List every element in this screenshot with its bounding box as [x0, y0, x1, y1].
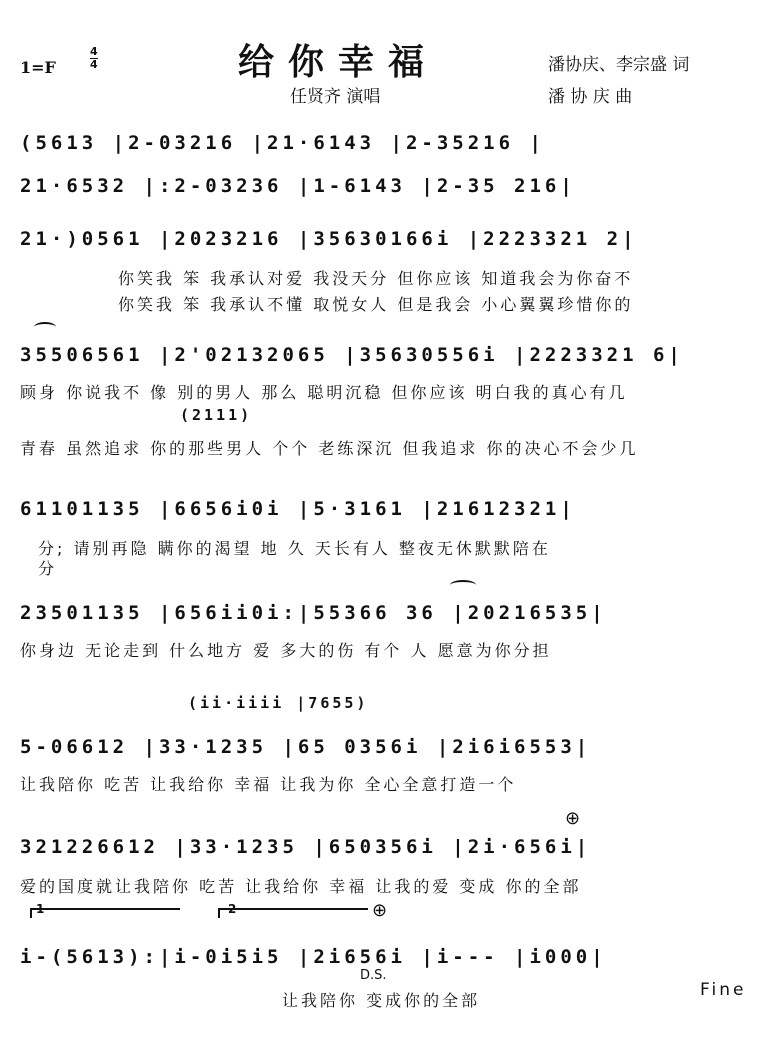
notes: 23501135 |656ii0i:|55366 36 |20216535| — [20, 602, 607, 624]
slur — [450, 580, 476, 590]
staff-line-6 — [20, 602, 756, 632]
staff-line-1 — [20, 132, 756, 162]
notes: (5613 |2-03216 |21·6143 |2-35216 | — [20, 132, 545, 154]
fine-mark: Fine — [700, 980, 747, 1000]
staff-line-5 — [20, 498, 756, 528]
lyrics: 你身边 无论走到 什么地方 爱 多大的伤 有个 人 愿意为你分担 — [20, 641, 552, 660]
time-signature: 4 4 — [90, 45, 98, 71]
staff-line-3 — [20, 228, 756, 258]
lyrics-verse2: 你笑我 笨 我承认不懂 取悦女人 但是我会 小心翼翼珍惜你的 — [118, 295, 634, 314]
volta-1-label: 1 — [36, 902, 45, 916]
volta-2-label: 2 — [228, 902, 237, 916]
notes: 21·6532 |:2-03236 |1-6143 |2-35 216| — [20, 175, 576, 197]
notes: i-(5613):|i-0i5i5 |2i656i |i--- |i000| — [20, 946, 607, 968]
coda-sign: ⊕ — [565, 808, 581, 829]
coda-sign: ⊕ — [372, 900, 388, 921]
slur — [34, 322, 56, 332]
notes: 61101135 |6656i0i |5·3161 |21612321| — [20, 498, 576, 520]
lyrics-extra: 分 — [38, 559, 58, 578]
lyrics: 爱的国度就让我陪你 吃苦 让我给你 幸福 让我的爱 变成 你的全部 — [20, 877, 582, 896]
alt-notes: (ii·iiii |7655) — [188, 694, 369, 712]
staff-line-9 — [20, 946, 756, 976]
lyricist-credit: 潘协庆、李宗盛 词 — [548, 55, 690, 75]
notes: 5-06612 |33·1235 |65 0356i |2i6i6553| — [20, 736, 592, 758]
lyrics: 让我陪你 吃苦 让我给你 幸福 让我为你 全心全意打造一个 — [20, 775, 517, 794]
staff-line-2 — [20, 175, 756, 205]
key-signature: 1=F — [20, 58, 56, 77]
volta-2-line — [218, 908, 368, 910]
singer-credit: 任贤齐 演唱 — [290, 87, 381, 107]
alt-notes: (2111) — [180, 406, 253, 424]
staff-line-7 — [20, 736, 756, 766]
song-title: 给你幸福 — [238, 41, 439, 83]
lyrics: 分; 请别再隐 瞒你的渴望 地 久 天长有人 整夜无休默默陪在 — [38, 539, 551, 558]
volta-1-line — [30, 908, 180, 910]
notes: 321226612 |33·1235 |650356i |2i·656i| — [20, 836, 592, 858]
notes: 21·)0561 |2023216 |35630166i |2223321 2| — [20, 228, 638, 250]
lyrics-verse1: 你笑我 笨 我承认对爱 我没天分 但你应该 知道我会为你奋不 — [118, 269, 634, 288]
ds-mark: D.S. — [360, 968, 387, 983]
composer-credit: 潘 协 庆 曲 — [548, 87, 633, 107]
lyrics-verse2: 青春 虽然追求 你的那些男人 个个 老练深沉 但我追求 你的决心不会少几 — [20, 439, 639, 458]
lyrics-verse1: 顾身 你说我不 像 别的男人 那么 聪明沉稳 但你应该 明白我的真心有几 — [20, 383, 628, 402]
staff-line-8 — [20, 836, 756, 866]
lyrics: 让我陪你 变成你的全部 — [282, 991, 481, 1010]
notes: 35506561 |2'02132065 |35630556i |2223321 6| — [20, 344, 684, 366]
staff-line-4 — [20, 344, 756, 374]
